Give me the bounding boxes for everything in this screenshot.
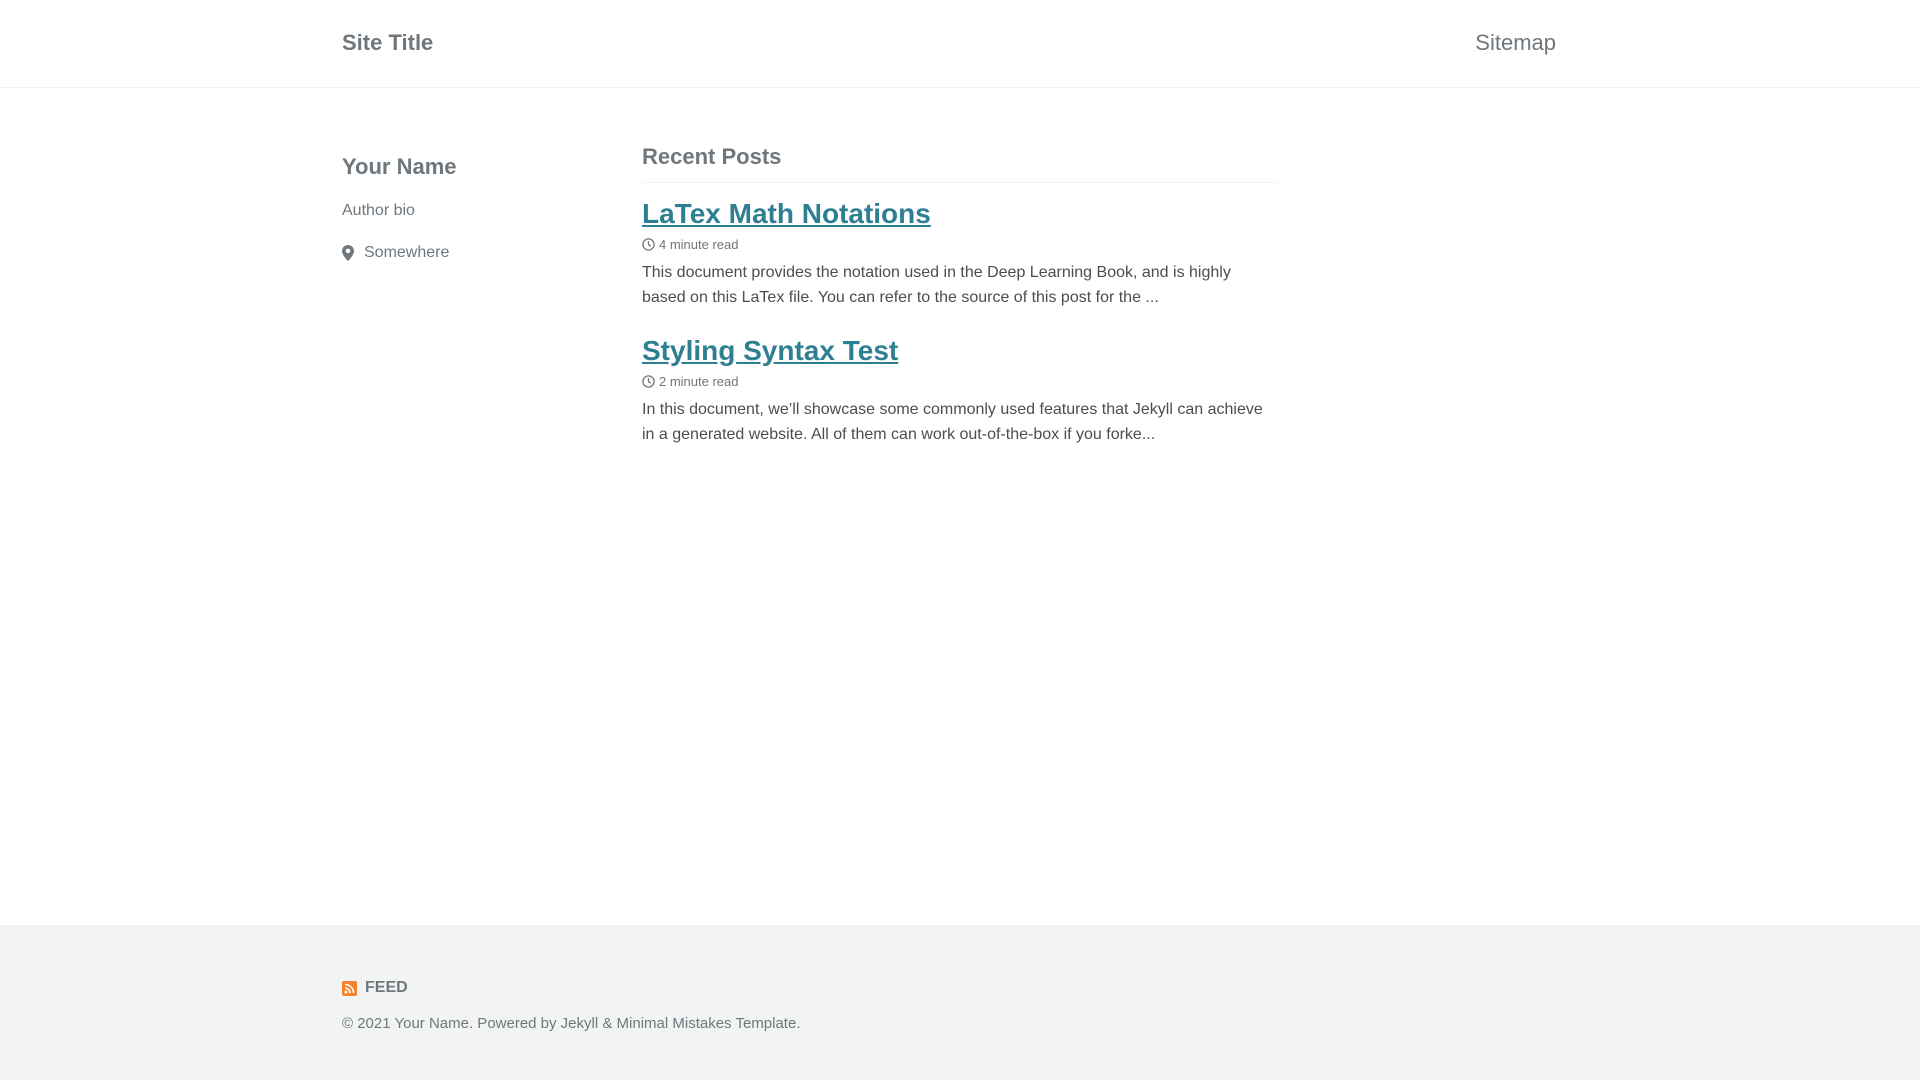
author-location-text: Somewhere: [364, 244, 450, 261]
read-time: 2 minute read: [659, 374, 739, 389]
author-sidebar: [342, 150, 602, 262]
read-time: 4 minute read: [659, 237, 739, 252]
author-location: [342, 244, 602, 262]
main-content: [642, 140, 1278, 463]
clock-icon: [642, 238, 655, 251]
feed-label: FEED: [365, 979, 408, 996]
post-item: [642, 332, 1278, 447]
post-title-link[interactable]: LaTex Math Notations: [642, 198, 931, 229]
author-name: Your Name: [342, 154, 457, 179]
feed-link[interactable]: [342, 979, 408, 997]
nav-link-sitemap[interactable]: Sitemap: [1475, 30, 1556, 55]
post-meta: [642, 237, 1278, 252]
map-marker-icon: [342, 245, 354, 261]
page-footer: [0, 925, 1920, 1080]
post-item: [642, 195, 1278, 310]
post-excerpt: In this document, we’ll showcase some commonly used features that Jekyll can achieve in a generated website. All of them can work out-of-the-box if you forke...: [642, 401, 1263, 443]
author-bio: Author bio: [342, 202, 415, 219]
post-title-link[interactable]: Styling Syntax Test: [642, 335, 899, 366]
site-title-link[interactable]: Site Title: [342, 30, 434, 55]
post-meta: [642, 374, 1278, 389]
rss-icon: [342, 981, 357, 996]
post-excerpt: This document provides the notation used in the Deep Learning Book, and is highly based on this LaTex file. You can refer to the source of this post for the ...: [642, 264, 1231, 306]
clock-icon: [642, 375, 655, 388]
section-title: Recent Posts: [642, 144, 1278, 183]
masthead: [0, 0, 1920, 88]
copyright-text: © 2021 Your Name. Powered by Jekyll & Minimal Mistakes Template.: [342, 1015, 801, 1032]
